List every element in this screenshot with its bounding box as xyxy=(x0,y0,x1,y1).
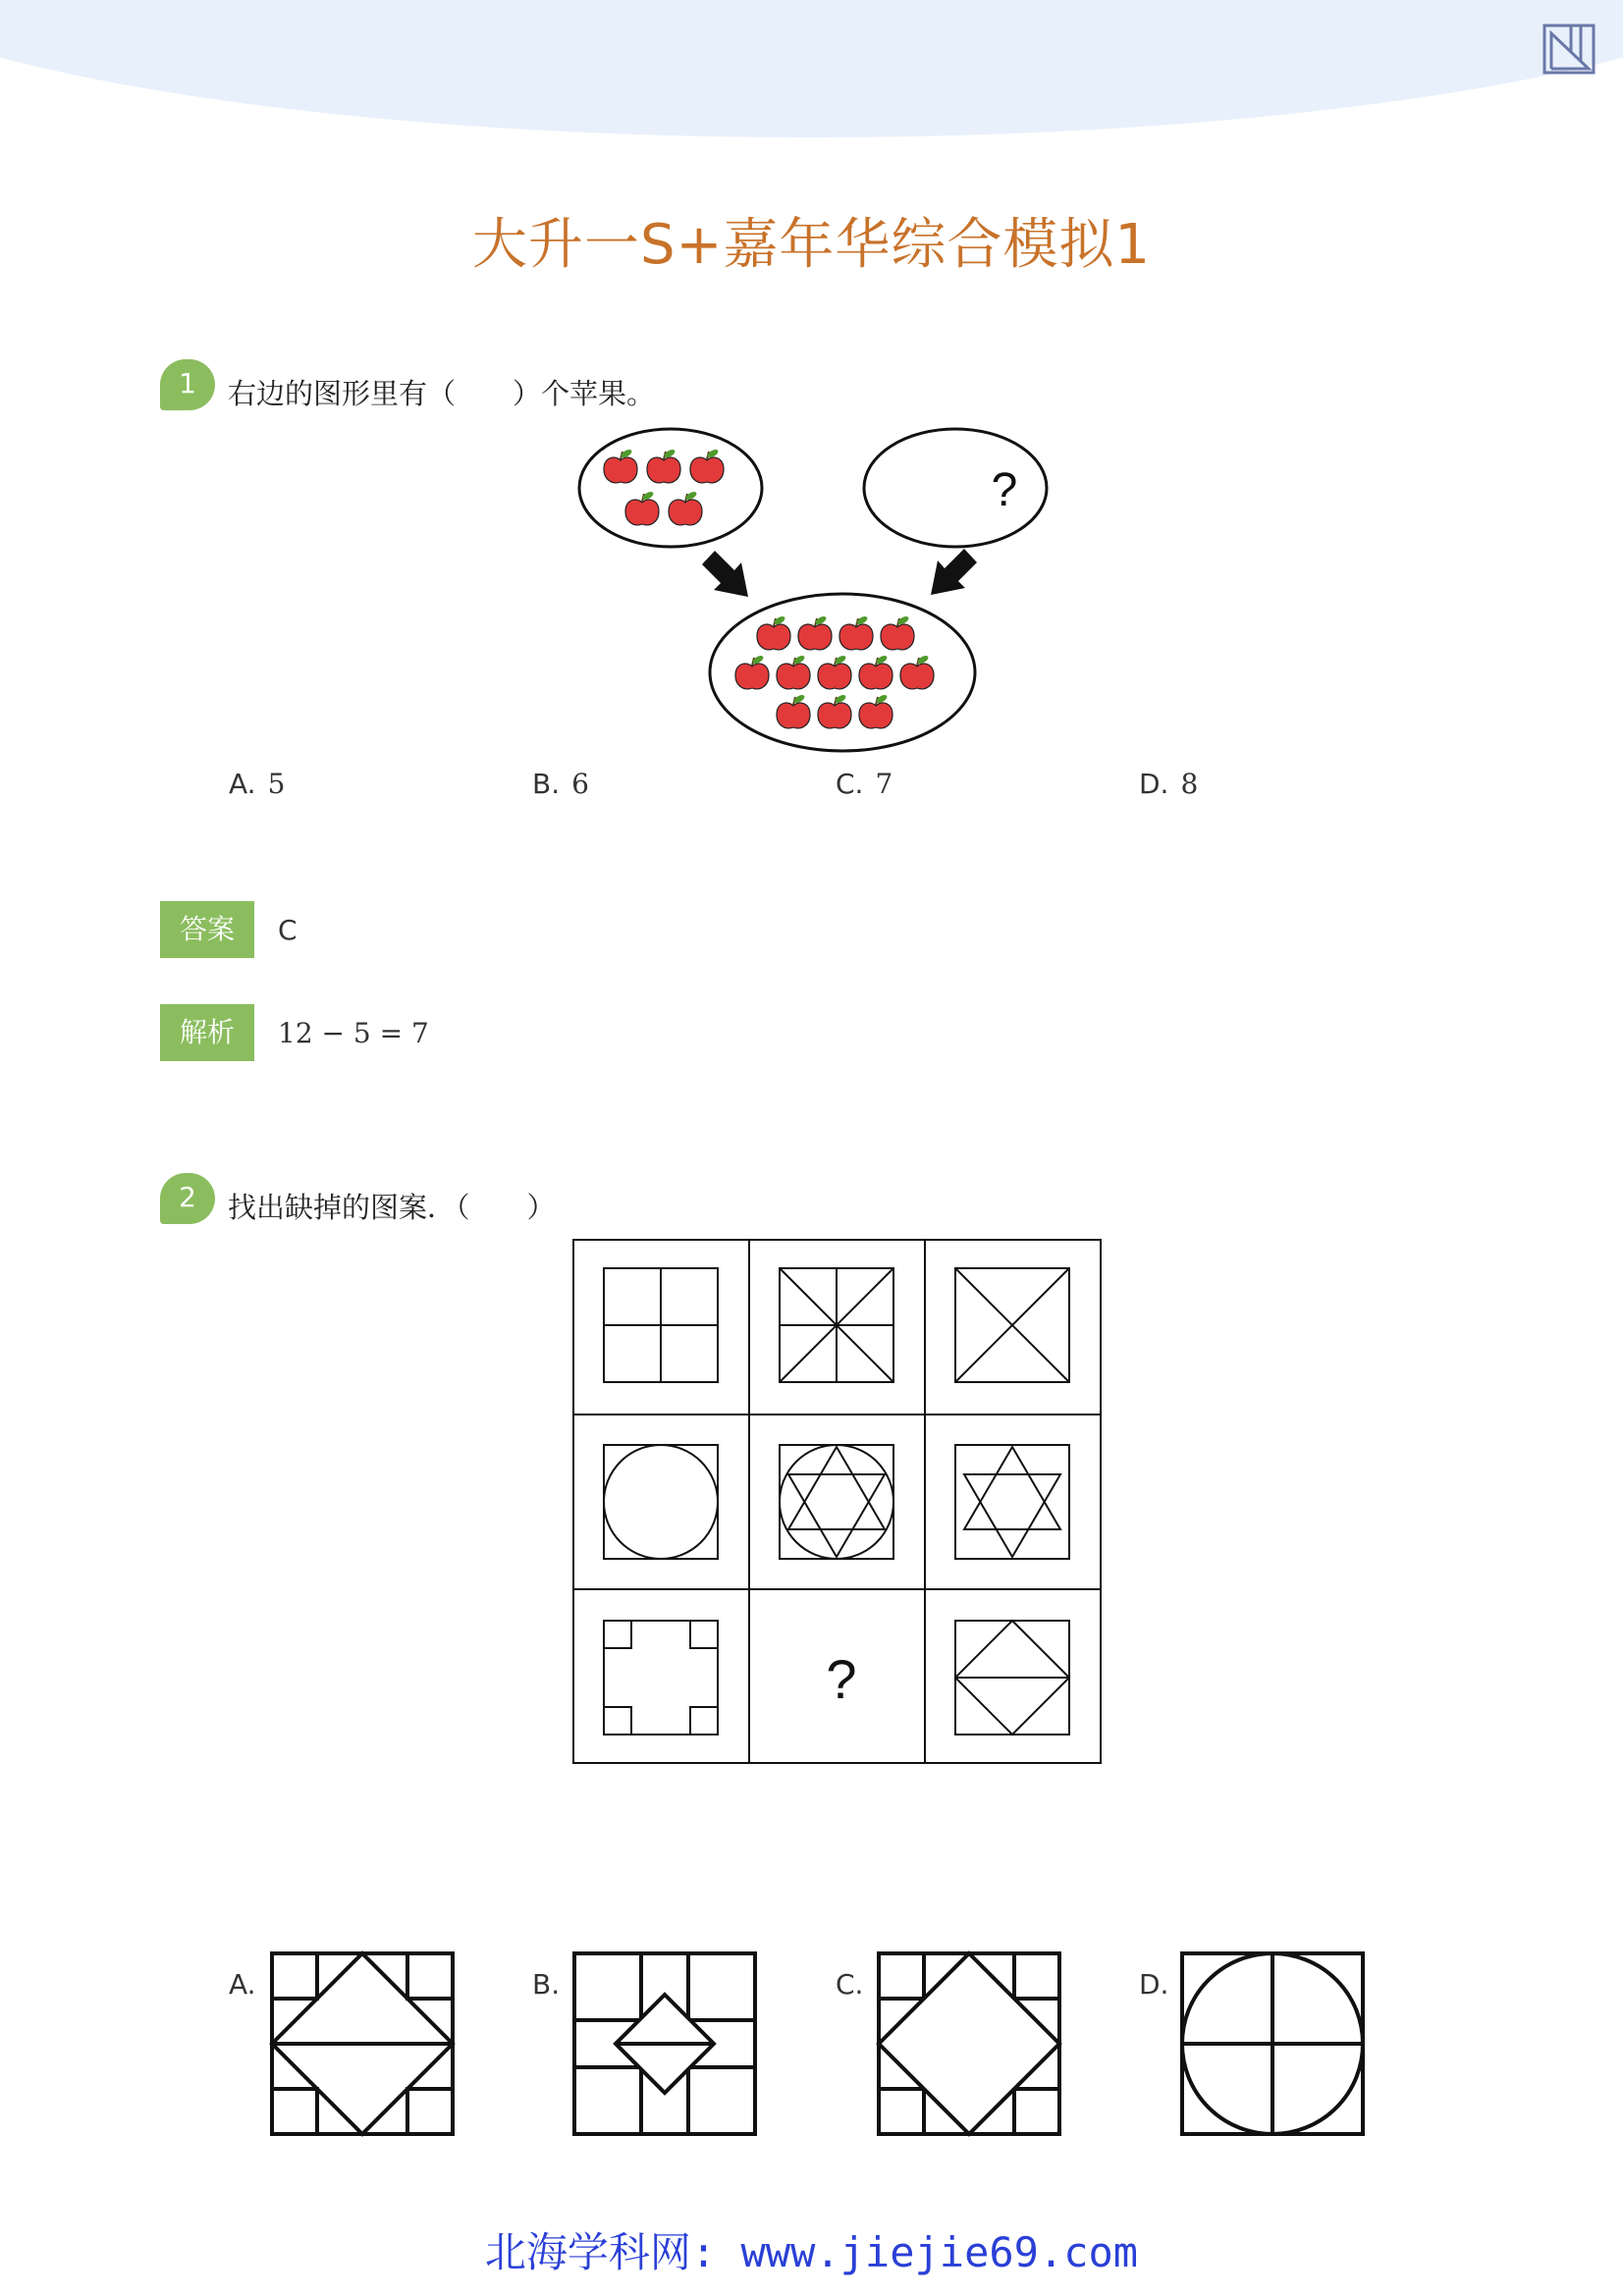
option-value: 6 xyxy=(571,768,589,800)
footer-website[interactable]: 北海学科网: www.jiejie69.com xyxy=(484,2228,1139,2276)
pattern-square-x xyxy=(955,1268,1069,1382)
option-value: 5 xyxy=(267,768,286,800)
left-oval-group xyxy=(579,429,762,547)
question-text: 找出缺掉的图案．（ ） xyxy=(228,1191,556,1224)
pattern-square-star-lines xyxy=(780,1268,893,1382)
apple-figure xyxy=(569,417,1018,756)
option-b[interactable] xyxy=(532,768,589,800)
answer-value: C xyxy=(278,914,298,946)
option-b-figure[interactable] xyxy=(572,1951,759,2138)
pattern-square-diamond xyxy=(955,1621,1069,1735)
answer-tag: 答案 xyxy=(160,901,254,958)
question-number-badge: 1 xyxy=(160,359,215,410)
arrow-left xyxy=(702,551,748,597)
option-letter: C. xyxy=(836,768,864,800)
pattern-square-cross xyxy=(604,1268,718,1382)
option-d-figure[interactable] xyxy=(1180,1951,1367,2138)
option-value: 8 xyxy=(1180,768,1199,800)
option-a[interactable] xyxy=(229,768,285,800)
arrow-right xyxy=(931,549,977,595)
missing-pattern-mark: ? xyxy=(826,1648,857,1710)
option-c-letter[interactable]: C. xyxy=(836,1968,864,2001)
header-band xyxy=(0,0,1623,137)
option-d-letter[interactable]: D. xyxy=(1139,1968,1169,2001)
ruler-triangle-logo-icon xyxy=(1542,22,1598,79)
pattern-square-notched-corners xyxy=(604,1621,718,1735)
option-b-letter[interactable]: B. xyxy=(532,1968,561,2001)
unknown-count-mark: ? xyxy=(991,464,1018,516)
option-a-figure[interactable] xyxy=(270,1951,457,2138)
question-number-badge: 2 xyxy=(160,1173,215,1224)
right-oval-group xyxy=(864,429,1047,547)
page-title: 大升一S+嘉年华综合模拟1 xyxy=(471,213,1152,277)
pattern-grid xyxy=(572,1239,1103,1764)
pattern-square-circle-star xyxy=(780,1445,893,1559)
option-letter: B. xyxy=(532,768,561,800)
option-d[interactable] xyxy=(1139,768,1198,800)
analysis-formula: 12 − 5 = 7 xyxy=(278,1017,429,1049)
option-value: 7 xyxy=(875,768,893,800)
analysis-tag: 解析 xyxy=(160,1004,254,1061)
pattern-square-circle xyxy=(604,1445,718,1559)
question-text: 右边的图形里有（ ）个苹果。 xyxy=(228,377,656,410)
pattern-square-star xyxy=(955,1445,1069,1559)
option-c-figure[interactable] xyxy=(877,1951,1063,2138)
option-letter: D. xyxy=(1139,768,1169,800)
option-a-letter[interactable]: A. xyxy=(229,1968,256,2001)
bottom-oval-group xyxy=(710,594,975,751)
option-c[interactable] xyxy=(836,768,893,800)
option-letter: A. xyxy=(229,768,256,800)
